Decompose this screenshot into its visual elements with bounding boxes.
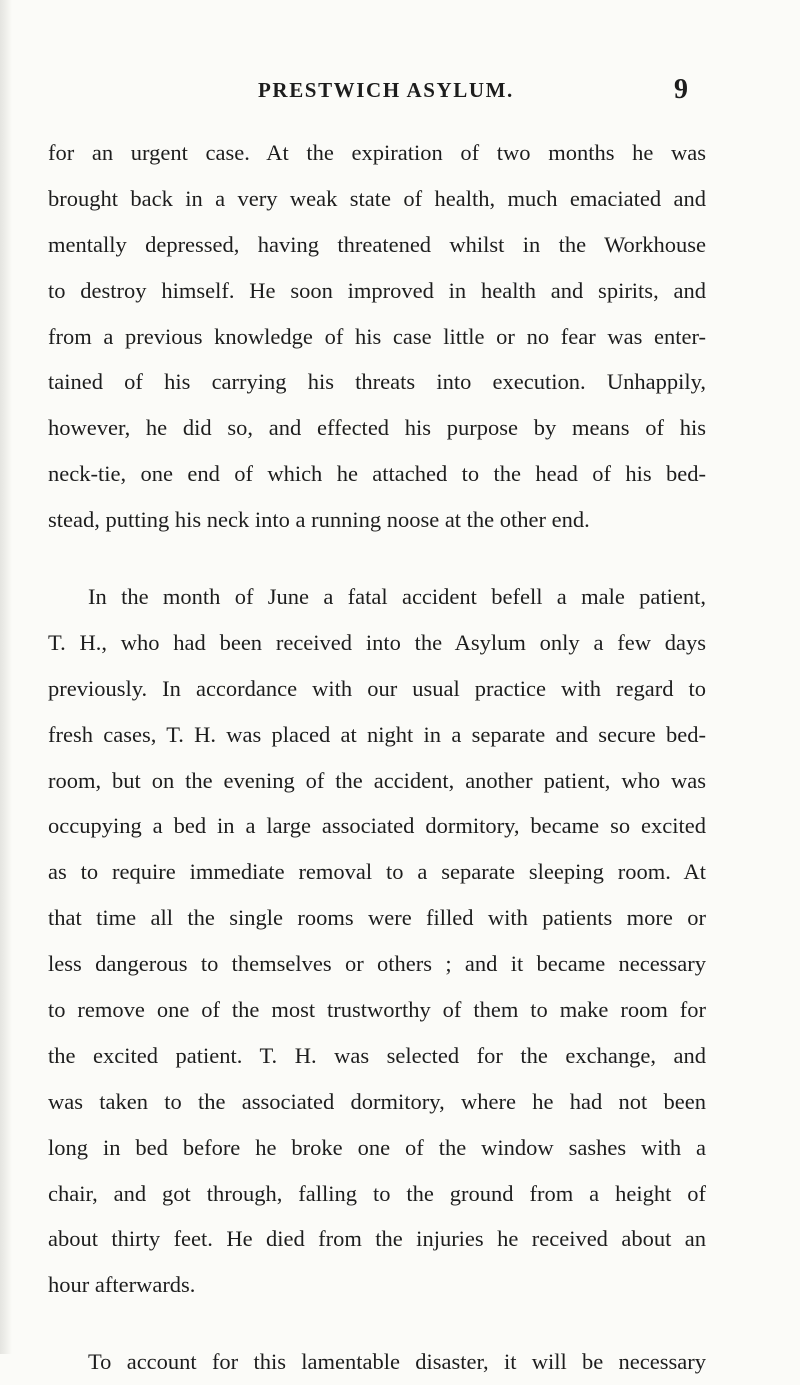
page-header [258,74,688,108]
text-line: chair, and got through, falling to the ground from a height of [48,1180,706,1206]
paragraph-1 [48,130,706,543]
text-line: T. H., who had been received into the Asylum only a few days [48,629,706,655]
text-line: stead, putting his neck into a running noose at the other end. [48,507,590,533]
text-line: however, he did so, and effected his purpose by means of his [48,415,706,441]
text-line: previously. In accordance with our usual practice with regard to [48,675,706,701]
paragraph-3 [48,1339,706,1385]
text-line: tained of his carrying his threats into execution. Unhappily, [48,369,706,395]
text-line: was taken to the associated dormitory, where he had not been [48,1088,706,1114]
paragraph-spacer [48,543,706,574]
text-line: that time all the single rooms were filled with patients more or [48,905,706,931]
text-line: occupying a bed in a large associated dormitory, became so excited [48,813,706,839]
page-number: 9 [674,74,688,105]
text-line: room, but on the evening of the accident, another patient, who was [48,767,706,793]
page-edge-shadow [0,0,12,1354]
text-line: To account for this lamentable disaster, it will be necessary [88,1349,706,1375]
running-head: PRESTWICH ASYLUM. [258,78,514,102]
text-line: neck-tie, one end of which he attached to the head of his bed- [48,461,706,487]
text-line: mentally depressed, having threatened whilst in the Workhouse [48,231,706,257]
text-line: less dangerous to themselves or others ; and it became necessary [48,951,706,977]
text-line: for an urgent case. At the expiration of two months he was [48,140,706,165]
text-line: long in bed before he broke one of the window sashes with a [48,1134,706,1160]
paragraph-spacer [48,1308,706,1339]
text-line: to destroy himself. He soon improved in health and spirits, and [48,277,706,303]
text-line: hour afterwards. [48,1272,196,1298]
text-line: about thirty feet. He died from the injuries he received about an [48,1226,706,1252]
text-line: the excited patient. T. H. was selected for the exchange, and [48,1042,706,1068]
text-line: as to require immediate removal to a separate sleeping room. At [48,859,706,885]
text-line: In the month of June a fatal accident befell a male patient, [88,584,706,610]
text-line: fresh cases, T. H. was placed at night in a separate and secure bed- [48,721,706,747]
body-text [48,130,706,1385]
paragraph-2 [48,574,706,1308]
text-line: brought back in a very weak state of health, much emaciated and [48,185,706,211]
text-line: from a previous knowledge of his case little or no fear was enter- [48,323,706,349]
text-line: to remove one of the most trustworthy of them to make room for [48,997,706,1023]
